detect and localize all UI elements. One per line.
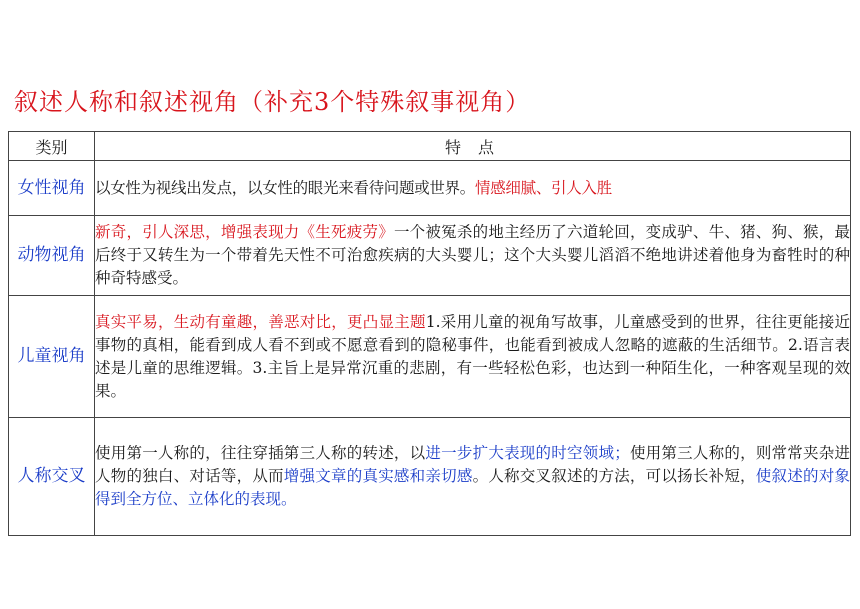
row-category: 女性视角 <box>9 161 95 216</box>
header-features: 特 点 <box>95 132 851 161</box>
text-segment-black: 一个被冤杀的地主经历了六道轮回，变成驴、牛、猪、狗、猴，最后终于又转生为一个带着先天性不可治愈疾病的大头婴儿；这个大头婴儿滔滔不绝地讲述着他身为畜牲时的种种奇特感受。 <box>95 223 850 287</box>
page-title: 叙述人称和叙述视角（补充3个特殊叙事视角） <box>14 88 531 116</box>
text-segment-black: 以女性为视线出发点，以女性的眼光来看待问题或世界。 <box>95 178 476 197</box>
row-description <box>95 216 851 296</box>
text-segment-black: 1.采用儿童的视角写故事，儿童感受到的世界，往往更能接近事物的真相，能看到成人看不到或不愿意看到的隐秘事件，也能看到被成人忽略的遮蔽的生活细节。2.语言表述是儿童的思维逻辑。3.主旨上是异常沉重的悲剧，有一些轻松色彩，也达到一种陌生化，一种客观呈现的效果。 <box>95 312 850 400</box>
row-description <box>95 418 851 536</box>
row-category: 人称交叉 <box>9 418 95 536</box>
text-segment-blue: 进一步扩大表现的时空领域； <box>425 444 630 462</box>
header-category: 类别 <box>9 132 95 161</box>
table-header-row <box>9 132 851 161</box>
text-segment-red: 新奇，引人深思，增强表现力《生死疲劳》 <box>95 223 394 241</box>
text-segment-red: 真实平易，生动有童趣，善恶对比，更凸显主题 <box>95 312 426 331</box>
narrative-table <box>8 131 851 536</box>
table-row <box>9 161 851 216</box>
text-segment-black: 。人称交叉叙述的方法，可以扬长补短， <box>472 467 756 485</box>
text-segment-red: 情感细腻、引人入胜 <box>475 178 612 197</box>
text-segment-blue: 使叙述的对象得到全方位、立体化的表现。 <box>95 467 850 508</box>
row-description <box>95 161 851 216</box>
text-segment-blue: 增强文章的真实感和亲切感 <box>283 467 473 485</box>
text-segment-black: 使用第一人称的，往往穿插第三人称的转述，以 <box>95 444 426 462</box>
row-category: 儿童视角 <box>9 296 95 418</box>
table-row <box>9 418 851 536</box>
row-category: 动物视角 <box>9 216 95 296</box>
table-row <box>9 296 851 418</box>
row-description <box>95 296 851 418</box>
text-segment-black: 使用第三人称的，则常常夹杂进人物的独白、对话等，从而 <box>95 444 850 485</box>
table-row <box>9 216 851 296</box>
